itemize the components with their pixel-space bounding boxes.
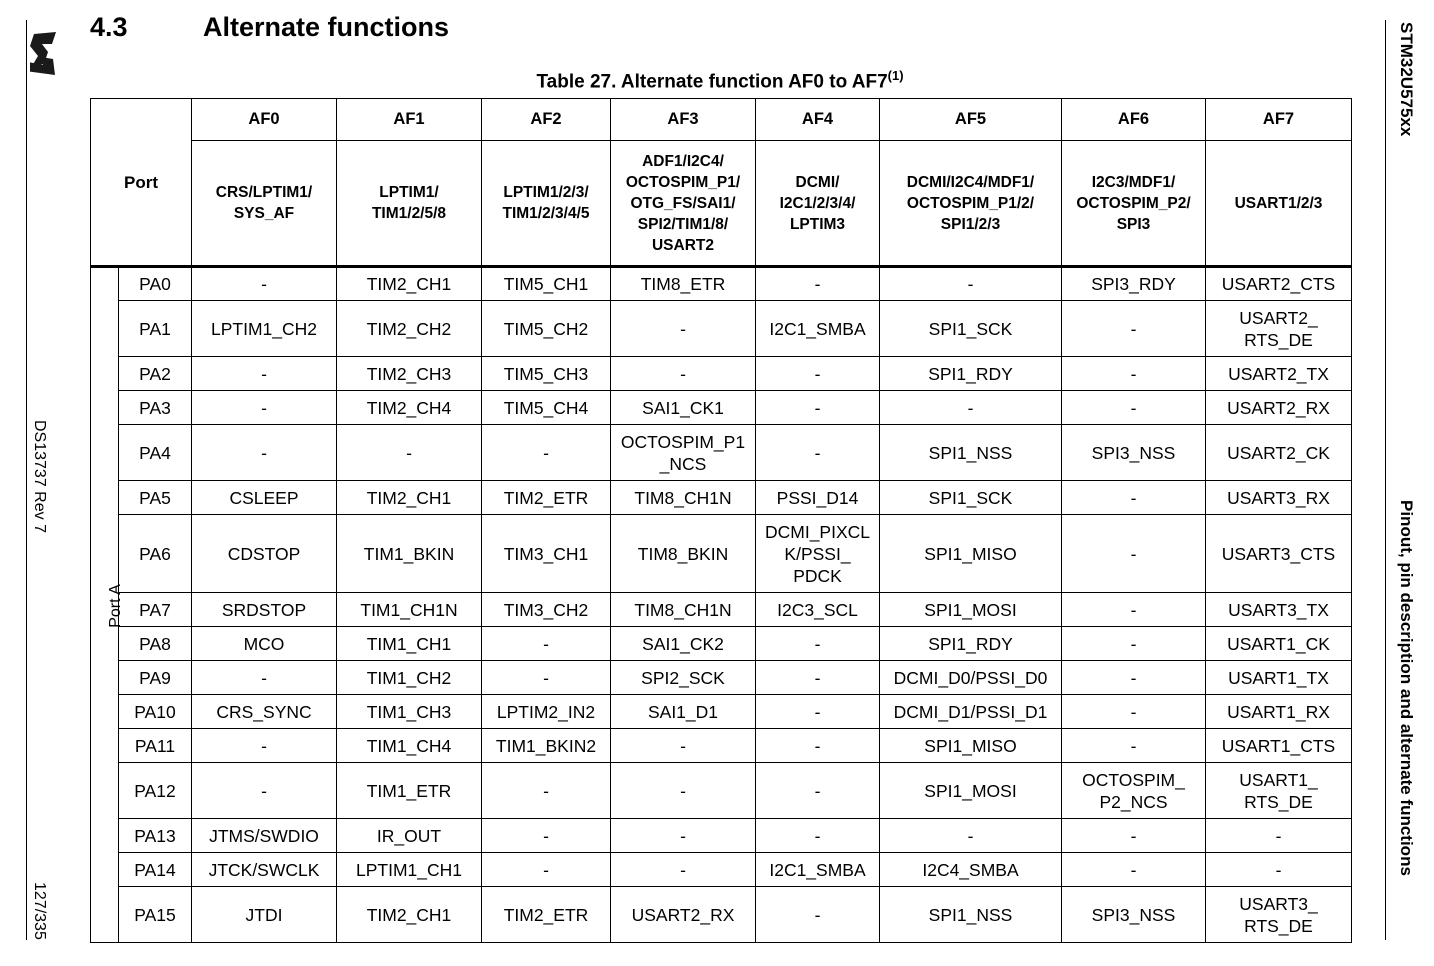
af-cell: SPI1_MOSI <box>880 593 1062 627</box>
af-cell: JTCK/SWCLK <box>192 853 337 887</box>
table-row <box>91 729 1352 763</box>
af-cell: I2C4_SMBA <box>880 853 1062 887</box>
table-caption-footnote: (1) <box>887 68 904 83</box>
af-cell: TIM2_CH1 <box>337 267 482 301</box>
af-cell: TIM2_CH3 <box>337 357 482 391</box>
pin-name-cell: PA3 <box>119 391 192 425</box>
af-cell: SPI1_MISO <box>880 515 1062 593</box>
function-group-header: LPTIM1/ TIM1/2/5/8 <box>337 141 482 267</box>
af-cell: CDSTOP <box>192 515 337 593</box>
af-cell: OCTOSPIM_P1 _NCS <box>611 425 756 481</box>
af-cell: - <box>1062 301 1206 357</box>
table-row <box>91 887 1352 943</box>
af-cell: USART2_RX <box>611 887 756 943</box>
pin-name-cell: PA6 <box>119 515 192 593</box>
af-cell: - <box>192 267 337 301</box>
table-row <box>91 515 1352 593</box>
af-cell: DCMI_D1/PSSI_D1 <box>880 695 1062 729</box>
right-margin-rule <box>1385 20 1386 940</box>
af-header-row <box>91 99 1352 141</box>
af-cell: - <box>1062 819 1206 853</box>
af-header: AF3 <box>611 99 756 141</box>
af-cell: - <box>1062 515 1206 593</box>
af-cell: TIM2_CH2 <box>337 301 482 357</box>
af-cell: USART2_RX <box>1206 391 1352 425</box>
table-row <box>91 763 1352 819</box>
af-cell: SPI1_MOSI <box>880 763 1062 819</box>
table-row <box>91 661 1352 695</box>
af-cell: - <box>1206 853 1352 887</box>
function-group-header: LPTIM1/2/3/ TIM1/2/3/4/5 <box>482 141 611 267</box>
af-cell: - <box>880 391 1062 425</box>
af-cell: - <box>482 425 611 481</box>
af-cell: - <box>1062 627 1206 661</box>
af-cell: USART1_CK <box>1206 627 1352 661</box>
af-cell: USART1_TX <box>1206 661 1352 695</box>
af-cell: LPTIM2_IN2 <box>482 695 611 729</box>
port-header: Port <box>91 99 192 267</box>
alternate-function-table <box>90 98 1352 943</box>
af-cell: CRS_SYNC <box>192 695 337 729</box>
af-cell: SPI3_NSS <box>1062 425 1206 481</box>
af-cell: TIM5_CH1 <box>482 267 611 301</box>
table-caption-text: Table 27. Alternate function AF0 to AF7 <box>536 71 888 93</box>
af-cell: - <box>756 425 880 481</box>
af-cell: TIM8_CH1N <box>611 593 756 627</box>
af-cell: CSLEEP <box>192 481 337 515</box>
af-cell: JTDI <box>192 887 337 943</box>
af-cell: TIM2_CH1 <box>337 887 482 943</box>
pin-name-cell: PA5 <box>119 481 192 515</box>
af-cell: - <box>756 763 880 819</box>
af-cell: - <box>611 853 756 887</box>
af-cell: - <box>611 763 756 819</box>
af-cell: - <box>611 729 756 763</box>
af-header: AF1 <box>337 99 482 141</box>
af-cell: SRDSTOP <box>192 593 337 627</box>
af-cell: - <box>756 661 880 695</box>
af-cell: SPI1_SCK <box>880 481 1062 515</box>
function-group-header: CRS/LPTIM1/ SYS_AF <box>192 141 337 267</box>
af-header: AF4 <box>756 99 880 141</box>
function-group-header: DCMI/ I2C1/2/3/4/ LPTIM3 <box>756 141 880 267</box>
af-cell: - <box>611 819 756 853</box>
pin-name-cell: PA15 <box>119 887 192 943</box>
pin-name-cell: PA12 <box>119 763 192 819</box>
af-cell: TIM2_CH1 <box>337 481 482 515</box>
af-cell: - <box>1062 481 1206 515</box>
table-row <box>91 301 1352 357</box>
af-cell: TIM5_CH3 <box>482 357 611 391</box>
page-number: 127/335 <box>31 882 48 940</box>
af-cell: - <box>192 425 337 481</box>
table-caption <box>90 68 1350 93</box>
af-cell: SPI1_SCK <box>880 301 1062 357</box>
af-cell: - <box>1062 661 1206 695</box>
st-logo-icon <box>30 30 64 86</box>
table-row <box>91 357 1352 391</box>
af-cell: TIM1_CH4 <box>337 729 482 763</box>
pin-name-cell: PA1 <box>119 301 192 357</box>
pin-name-cell: PA9 <box>119 661 192 695</box>
af-header: AF5 <box>880 99 1062 141</box>
af-cell: USART2_CK <box>1206 425 1352 481</box>
port-group-cell <box>91 267 124 943</box>
chapter-title: Pinout, pin description and alternate functions <box>1397 500 1416 876</box>
af-cell: - <box>756 695 880 729</box>
af-cell: SPI1_RDY <box>880 357 1062 391</box>
af-cell: - <box>611 357 756 391</box>
pin-name-cell: PA0 <box>119 267 192 301</box>
function-group-header: ADF1/I2C4/ OCTOSPIM_P1/ OTG_FS/SAI1/ SPI2/TIM1/8/ USART2 <box>611 141 756 267</box>
af-cell: LPTIM1_CH2 <box>192 301 337 357</box>
function-group-header: USART1/2/3 <box>1206 141 1352 267</box>
table-row <box>91 391 1352 425</box>
af-cell: SAI1_D1 <box>611 695 756 729</box>
af-cell: TIM2_ETR <box>482 481 611 515</box>
af-cell: I2C3_SCL <box>756 593 880 627</box>
af-cell: SPI1_NSS <box>880 887 1062 943</box>
af-cell: - <box>756 819 880 853</box>
af-cell: USART3_CTS <box>1206 515 1352 593</box>
af-cell: - <box>611 301 756 357</box>
af-cell: - <box>482 853 611 887</box>
af-cell: TIM1_ETR <box>337 763 482 819</box>
af-cell: - <box>482 627 611 661</box>
table-row <box>91 425 1352 481</box>
af-cell: SAI1_CK2 <box>611 627 756 661</box>
pin-name-cell: PA8 <box>119 627 192 661</box>
af-cell: TIM8_ETR <box>611 267 756 301</box>
af-cell: TIM3_CH2 <box>482 593 611 627</box>
af-cell: TIM1_CH1N <box>337 593 482 627</box>
af-cell: TIM8_CH1N <box>611 481 756 515</box>
table-row <box>91 267 1352 301</box>
af-cell: TIM2_ETR <box>482 887 611 943</box>
af-cell: - <box>192 391 337 425</box>
af-cell: TIM3_CH1 <box>482 515 611 593</box>
af-cell: SPI2_SCK <box>611 661 756 695</box>
af-cell: SPI3_NSS <box>1062 887 1206 943</box>
af-cell: - <box>756 887 880 943</box>
table-row <box>91 481 1352 515</box>
af-cell: LPTIM1_CH1 <box>337 853 482 887</box>
document-reference: DS13737 Rev 7 <box>31 420 48 533</box>
left-margin-rule <box>26 20 27 940</box>
af-cell: - <box>482 819 611 853</box>
af-cell: USART1_RX <box>1206 695 1352 729</box>
af-cell: - <box>756 729 880 763</box>
af-cell: JTMS/SWDIO <box>192 819 337 853</box>
af-cell: I2C1_SMBA <box>756 853 880 887</box>
af-header: AF6 <box>1062 99 1206 141</box>
af-cell: SPI1_RDY <box>880 627 1062 661</box>
af-header: AF7 <box>1206 99 1352 141</box>
pin-name-cell: PA4 <box>119 425 192 481</box>
section-title: Alternate functions <box>203 12 450 42</box>
af-cell: - <box>1062 391 1206 425</box>
af-cell: SPI1_NSS <box>880 425 1062 481</box>
af-cell: TIM1_BKIN2 <box>482 729 611 763</box>
af-cell: TIM2_CH4 <box>337 391 482 425</box>
function-header-row <box>91 141 1352 267</box>
af-cell: TIM8_BKIN <box>611 515 756 593</box>
af-cell: DCMI_PIXCL K/PSSI_ PDCK <box>756 515 880 593</box>
af-cell: - <box>482 763 611 819</box>
af-cell: - <box>1062 695 1206 729</box>
af-cell: - <box>192 763 337 819</box>
af-cell: PSSI_D14 <box>756 481 880 515</box>
af-cell: - <box>192 729 337 763</box>
af-cell: USART3_ RTS_DE <box>1206 887 1352 943</box>
af-cell: USART1_ RTS_DE <box>1206 763 1352 819</box>
af-cell: USART3_TX <box>1206 593 1352 627</box>
af-cell: - <box>756 267 880 301</box>
af-cell: - <box>1206 819 1352 853</box>
af-cell: SAI1_CK1 <box>611 391 756 425</box>
af-cell: TIM5_CH2 <box>482 301 611 357</box>
section-heading <box>90 12 449 43</box>
af-header: AF0 <box>192 99 337 141</box>
af-cell: - <box>880 267 1062 301</box>
af-cell: - <box>1062 729 1206 763</box>
af-cell: SPI3_RDY <box>1062 267 1206 301</box>
af-cell: TIM1_BKIN <box>337 515 482 593</box>
af-header: AF2 <box>482 99 611 141</box>
af-cell: - <box>337 425 482 481</box>
table-row <box>91 819 1352 853</box>
af-cell: USART2_ RTS_DE <box>1206 301 1352 357</box>
af-cell: TIM1_CH2 <box>337 661 482 695</box>
port-group-label: Port A <box>106 584 124 628</box>
pin-name-cell: PA13 <box>119 819 192 853</box>
function-group-header: DCMI/I2C4/MDF1/ OCTOSPIM_P1/2/ SPI1/2/3 <box>880 141 1062 267</box>
section-number: 4.3 <box>90 12 128 42</box>
af-cell: - <box>1062 853 1206 887</box>
af-cell: - <box>756 391 880 425</box>
table-row <box>91 627 1352 661</box>
af-cell: - <box>482 661 611 695</box>
af-cell: - <box>1062 357 1206 391</box>
af-cell: - <box>880 819 1062 853</box>
af-cell: SPI1_MISO <box>880 729 1062 763</box>
part-number: STM32U575xx <box>1397 22 1416 137</box>
af-cell: IR_OUT <box>337 819 482 853</box>
af-cell: USART2_TX <box>1206 357 1352 391</box>
af-cell: - <box>192 661 337 695</box>
af-cell: TIM1_CH1 <box>337 627 482 661</box>
af-cell: TIM5_CH4 <box>482 391 611 425</box>
af-cell: OCTOSPIM_ P2_NCS <box>1062 763 1206 819</box>
af-cell: - <box>192 357 337 391</box>
af-cell: TIM1_CH3 <box>337 695 482 729</box>
table-row <box>91 593 1352 627</box>
af-cell: USART2_CTS <box>1206 267 1352 301</box>
af-cell: I2C1_SMBA <box>756 301 880 357</box>
af-cell: DCMI_D0/PSSI_D0 <box>880 661 1062 695</box>
af-cell: USART1_CTS <box>1206 729 1352 763</box>
pin-name-cell: PA2 <box>119 357 192 391</box>
table-row <box>91 695 1352 729</box>
af-cell: - <box>1062 593 1206 627</box>
af-cell: MCO <box>192 627 337 661</box>
af-cell: - <box>756 627 880 661</box>
pin-name-cell: PA11 <box>119 729 192 763</box>
table-row <box>91 853 1352 887</box>
function-group-header: I2C3/MDF1/ OCTOSPIM_P2/ SPI3 <box>1062 141 1206 267</box>
pin-name-cell: PA10 <box>119 695 192 729</box>
af-cell: - <box>756 357 880 391</box>
table-body <box>91 267 1352 943</box>
af-cell: USART3_RX <box>1206 481 1352 515</box>
pin-name-cell: PA7 <box>119 593 192 627</box>
pin-name-cell: PA14 <box>119 853 192 887</box>
